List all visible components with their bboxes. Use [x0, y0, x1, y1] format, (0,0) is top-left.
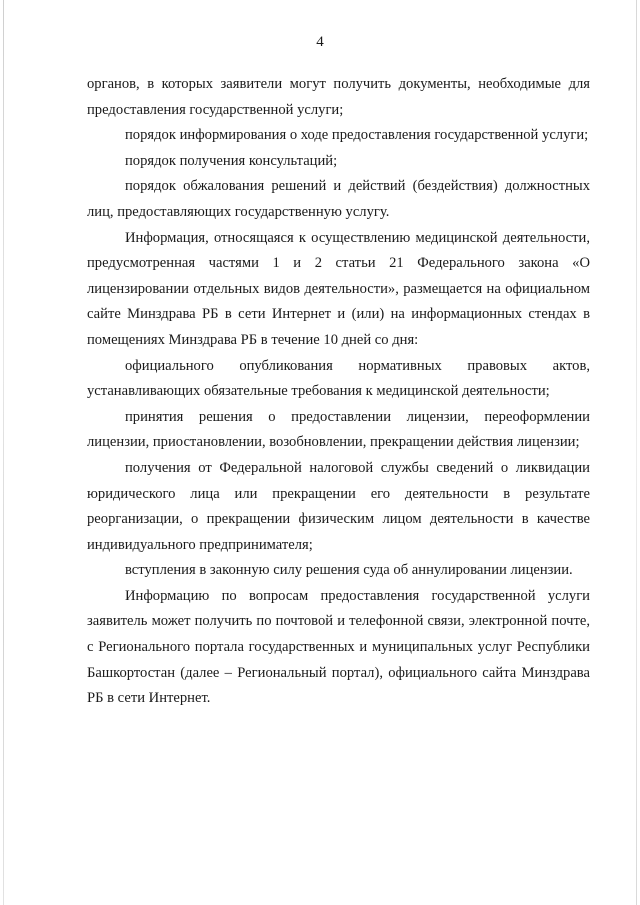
- paragraph-information-placement: Информация, относящаяся к осуществлению медицинской деятельности, предусмотренная частями 1 и 2 статьи 21 Федерального закона «О лицензировании отдельных видов деятельности», размещается на официальном сайте Минздрава РБ в сети Интернет и (или) на информационных стендах в помещениях Минздрава РБ в течение 10 дней со дня:: [87, 229, 590, 348]
- paragraph-contact-channels: Информацию по вопросам предоставления государственной услуги заявитель может получить по почтовой и телефонной связи, электронной почте, с Регионального портала государственных и муниципальных услуг Республики Башкортостан (далее – Региональный портал), официального сайта Минздрава РБ в сети Интернет.: [87, 587, 590, 707]
- paragraph-appeal-order: порядок обжалования решений и действий (бездействия) должностных лиц, предоставляющих государственную услугу.: [87, 178, 590, 220]
- paragraph-tax-service-info: получения от Федеральной налоговой службы сведений о ликвидации юридического лица или прекращении его деятельности в результате реорганизации, о прекращении физическим лицом деятельности в качестве индивидуального предпринимателя;: [87, 459, 590, 553]
- paragraph-continuation: органов, в которых заявители могут получить документы, необходимые для предоставления государственной услуги;: [87, 76, 590, 118]
- paragraph-official-publication: официального опубликования нормативных правовых актов, устанавливающих обязательные требования к медицинской деятельности;: [87, 357, 590, 400]
- document-body: [87, 72, 590, 712]
- scan-edge-right: [636, 0, 637, 905]
- paragraph-license-decision: принятия решения о предоставлении лицензии, переоформлении лицензии, приостановлении, возобновлении, прекращении действия лицензии;: [87, 408, 590, 451]
- paragraph-court-decision: вступления в законную силу решения суда об аннулировании лицензии.: [125, 562, 573, 579]
- scan-edge-left: [3, 0, 4, 905]
- page-number: 4: [316, 34, 324, 50]
- paragraph-consultations: порядок получения консультаций;: [125, 152, 338, 169]
- paragraph-informing-order: порядок информирования о ходе предоставления государственной услуги;: [125, 127, 589, 144]
